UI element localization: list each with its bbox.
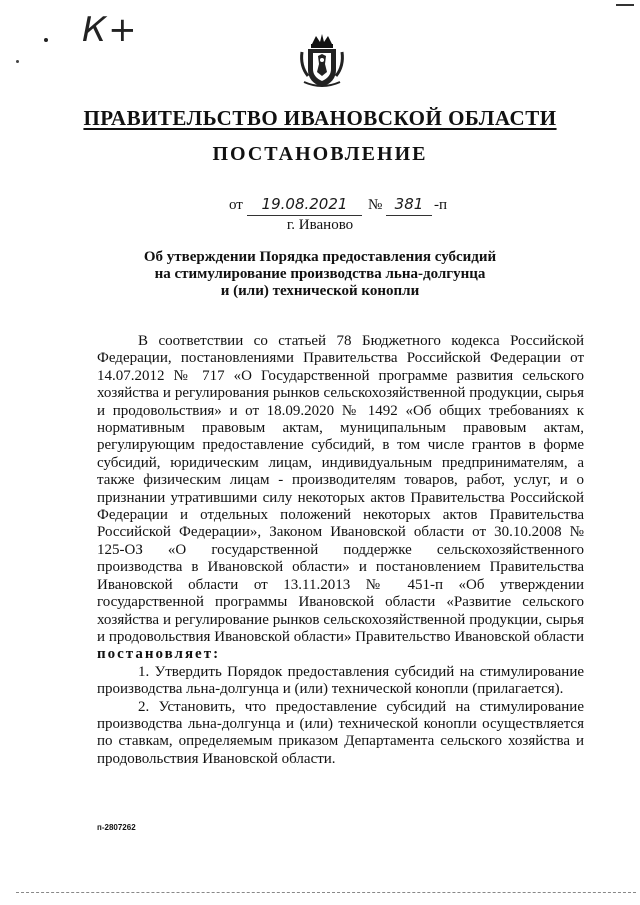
resolves-keyword: постановляет:	[97, 646, 221, 663]
ink-dot	[16, 60, 19, 63]
subject-line: Об утверждении Порядка предоставления субсидий	[143, 249, 497, 265]
document-body	[97, 333, 584, 768]
preamble-paragraph	[97, 333, 584, 664]
number-sign: №	[368, 197, 383, 213]
document-id: п-2807262	[97, 823, 136, 832]
document-number: 381	[386, 197, 432, 216]
handwritten-note: К+	[82, 10, 139, 50]
clause-paragraph: 1. Утвердить Порядок предоставления субсидий на стимулирование производства льна-долгунца и (или) технической конопли (прилагается).	[97, 663, 584, 698]
document-date: 19.08.2021	[247, 197, 362, 216]
ink-dot	[44, 38, 48, 42]
number-suffix: -п	[434, 197, 448, 213]
date-prefix: от	[229, 197, 243, 213]
city: г. Иваново	[286, 217, 354, 233]
document-type-title: ПОСТАНОВЛЕНИЕ	[212, 143, 428, 165]
coat-of-arms-icon	[298, 32, 346, 90]
clause-paragraph: 2. Установить, что предоставление субсидий на стимулирование производства льна-долгунца и (или) технической конопли осуществляется по ставкам, определяемым приказом Департамента сельского хозяйства и продовольствия Ивановской области.	[97, 698, 584, 767]
document-subject	[0, 249, 640, 300]
corner-mark	[616, 4, 634, 6]
preamble-text: В соответствии со статьей 78 Бюджетного кодекса Российской Федерации, постановлениями Правительства Российской Федерации от 14.07.2012 № 717 «О Государственной программе развития сельского хозяйства и регулирования рынков сельскохозяйственной продукции, сырья и продовольствия» и от 18.09.2020 № 1492 «Об общих требованиях к нормативным правовым актам, муниципальным правовым актам, регулирующим предоставление субсидий, в том числе грантов в форме субсидий, юридическим лицам, индивидуальным предпринимателям, а также физическим лицам - производителям товаров, работ, услуг, и о признании утратившими силу некоторых актов Правительства Российской Федерации и отдельных положений некоторых актов Правительства Российской Федерации», Законом Ивановской области от 30.10.2008 № 125-ОЗ «О государственной поддержке сельскохозяйственного производства в Ивановской области» и постановлением Правительства Ивановской области от 13.11.2013 № 451-п «Об утверждении государственной программы Ивановской области «Развитие сельского хозяйства и регулирование рынков сельскохозяйственной продукции, сырья и продовольствия Ивановской области» Правительство Ивановской области	[97, 333, 584, 645]
subject-line: на стимулирование производства льна-долгунца	[154, 266, 486, 282]
organization-title: ПРАВИТЕЛЬСТВО ИВАНОВСКОЙ ОБЛАСТИ	[83, 106, 557, 130]
scan-edge-line	[16, 892, 636, 893]
subject-line: и (или) технической конопли	[220, 283, 420, 299]
